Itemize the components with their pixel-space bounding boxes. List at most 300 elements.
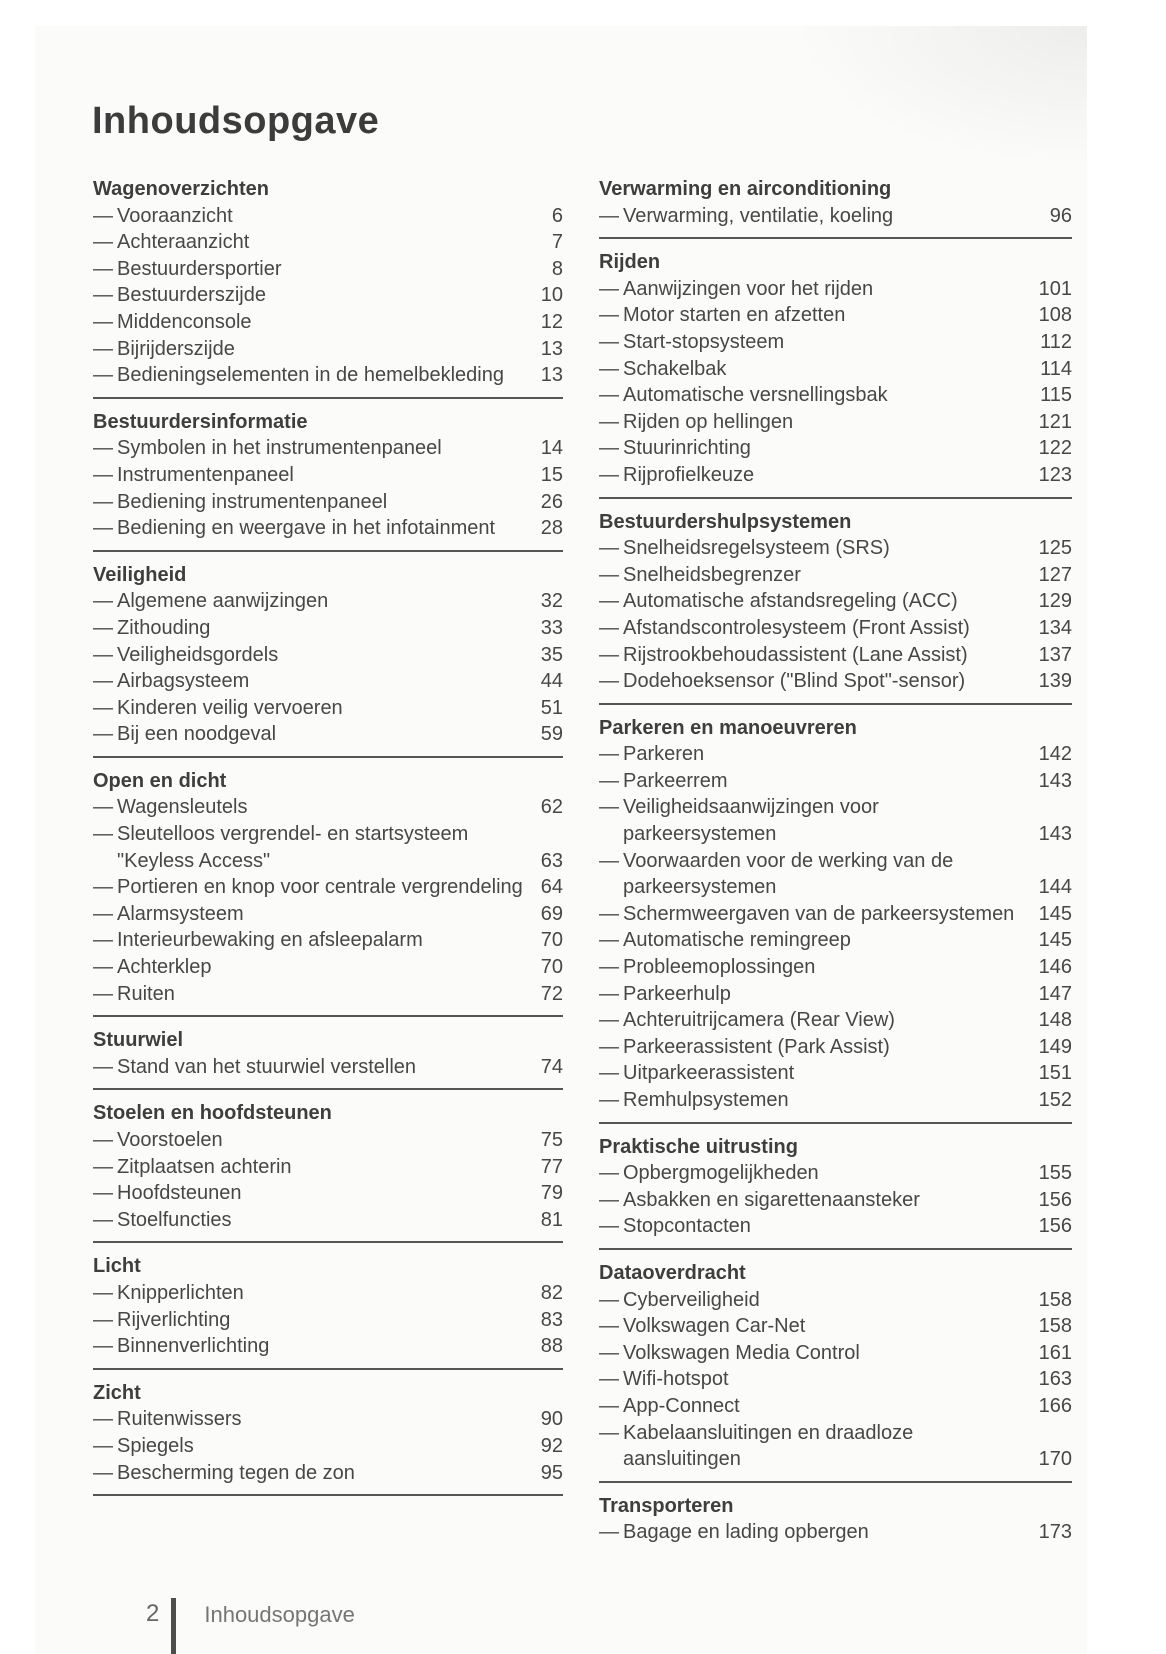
toc-entry-label: Alarmsysteem — [117, 902, 244, 925]
toc-entry — [599, 1213, 1072, 1240]
dash-bullet: — — [93, 1055, 113, 1078]
toc-entry — [599, 203, 1072, 230]
toc-section — [93, 409, 563, 552]
dash-bullet: — — [93, 517, 113, 540]
toc-entry-page: 101 — [1038, 277, 1072, 300]
toc-entry — [93, 1054, 563, 1081]
toc-entry-page: 108 — [1038, 304, 1072, 327]
toc-entry — [599, 1060, 1072, 1087]
toc-entry — [599, 1519, 1072, 1546]
dash-bullet: — — [93, 1408, 113, 1431]
dash-bullet: — — [93, 257, 113, 280]
toc-entry-label: Knipperlichten — [117, 1281, 244, 1304]
toc-entry-page: 121 — [1038, 410, 1072, 433]
toc-entry — [599, 535, 1072, 562]
dash-bullet: — — [599, 357, 619, 380]
dash-bullet: — — [93, 310, 113, 333]
section-title: Praktische uitrusting — [599, 1135, 798, 1158]
toc-entry — [599, 302, 1072, 329]
toc-entry — [93, 695, 563, 722]
toc-entry — [93, 1307, 563, 1334]
toc-entry-page: 145 — [1038, 929, 1072, 952]
toc-entry-label: Vooraanzicht — [117, 204, 233, 227]
toc-entry-page: 81 — [540, 1208, 563, 1231]
toc-entry-label: Remhulpsystemen — [623, 1089, 789, 1111]
toc-entry-page: 149 — [1038, 1035, 1072, 1058]
dash-bullet: — — [599, 1035, 619, 1058]
toc-entry — [93, 336, 563, 363]
toc-entry-page: 44 — [540, 670, 563, 693]
dash-bullet: — — [93, 723, 113, 746]
toc-entry-page: 144 — [1038, 876, 1072, 899]
toc-entry — [599, 1007, 1072, 1034]
page-title: Inhoudsopgave — [92, 100, 380, 142]
toc-entry — [599, 329, 1072, 356]
toc-entry-page: 161 — [1038, 1341, 1072, 1364]
dash-bullet: — — [599, 563, 619, 586]
toc-entry-label: App-Connect — [623, 1394, 740, 1417]
toc-entry-page: 158 — [1038, 1288, 1072, 1311]
toc-entry-page: 70 — [540, 929, 563, 952]
toc-entry — [599, 1187, 1072, 1214]
dash-bullet: — — [599, 304, 619, 327]
toc-entry-page: 8 — [551, 257, 563, 280]
dash-bullet: — — [599, 769, 619, 792]
toc-entry — [599, 1366, 1072, 1393]
toc-entry-page: 143 — [1038, 769, 1072, 792]
dash-bullet: — — [599, 410, 619, 433]
dash-bullet: — — [599, 902, 619, 925]
dash-bullet: — — [93, 1155, 113, 1178]
toc-entry-label: Airbagsysteem — [117, 670, 250, 693]
toc-entry-label: Bediening instrumentenpaneel — [117, 490, 388, 513]
toc-column-left — [93, 176, 563, 1506]
section-title: Licht — [93, 1255, 141, 1278]
dash-bullet: — — [93, 364, 113, 387]
toc-section — [93, 176, 563, 399]
footer-page-number: 2 — [146, 1600, 160, 1627]
toc-entry — [93, 462, 563, 489]
toc-entry-label: Motor starten en afzetten — [623, 304, 846, 327]
dash-bullet: — — [93, 956, 113, 979]
toc-entry — [93, 362, 563, 389]
toc-entry — [93, 1280, 563, 1307]
toc-section — [93, 1380, 563, 1496]
dash-bullet: — — [599, 1368, 619, 1391]
toc-entry-label: Automatische versnellingsbak — [623, 384, 888, 407]
toc-entry-label: Achteruitrijcamera (Rear View) — [623, 1009, 895, 1032]
toc-entry-label: Symbolen in het instrumentenpaneel — [117, 437, 442, 460]
dash-bullet: — — [93, 876, 113, 899]
toc-entry-page: 129 — [1038, 590, 1072, 613]
toc-entry-label: Ruitenwissers — [117, 1408, 242, 1431]
toc-entry — [93, 1154, 563, 1181]
toc-entry-page: 156 — [1038, 1215, 1072, 1238]
section-title: Bestuurdershulpsystemen — [599, 510, 852, 533]
toc-entry-page: 92 — [540, 1434, 563, 1457]
toc-entry — [93, 1460, 563, 1487]
toc-entry — [599, 1340, 1072, 1367]
toc-section — [599, 1260, 1072, 1483]
toc-entry-label: Asbakken en sigarettenaansteker — [623, 1188, 920, 1211]
toc-entry-label: Automatische afstandsregeling (ACC) — [623, 590, 958, 613]
toc-entry-label: Veiligheidsgordels — [117, 643, 279, 666]
toc-entry-label: Instrumentenpaneel — [117, 463, 294, 486]
toc-entry-page: 6 — [551, 204, 563, 227]
toc-entry-page: 139 — [1038, 670, 1072, 693]
footer-divider — [171, 1598, 176, 1654]
section-title: Open en dicht — [93, 769, 227, 792]
dash-bullet: — — [599, 643, 619, 666]
toc-entry-label: Stand van het stuurwiel verstellen — [117, 1055, 417, 1078]
toc-entry-label: Portieren en knop voor centrale vergrendeling — [117, 876, 523, 899]
toc-entry-label: Schermweergaven van de parkeersystemen — [623, 902, 1015, 925]
toc-entry-label: Cyberveiligheid — [623, 1288, 760, 1311]
dash-bullet: — — [599, 1188, 619, 1211]
toc-entry — [599, 642, 1072, 669]
toc-entry-page: 13 — [540, 337, 563, 360]
toc-entry-page: 26 — [540, 490, 563, 513]
toc-entry — [599, 1420, 1072, 1473]
toc-entry — [93, 821, 563, 874]
toc-entry-page: 158 — [1038, 1315, 1072, 1338]
toc-entry — [599, 562, 1072, 589]
toc-section — [93, 1100, 563, 1243]
toc-entry — [93, 1127, 563, 1154]
dash-bullet: — — [93, 463, 113, 486]
dash-bullet: — — [93, 823, 113, 846]
toc-entry-page: 134 — [1038, 616, 1072, 639]
toc-entry-page: 127 — [1038, 563, 1072, 586]
toc-entry — [93, 668, 563, 695]
toc-entry-label: Volkswagen Media Control — [623, 1341, 860, 1364]
dash-bullet: — — [599, 590, 619, 613]
toc-entry — [599, 276, 1072, 303]
toc-entry-page: 62 — [540, 796, 563, 819]
toc-entry-label: Spiegels — [117, 1434, 194, 1457]
toc-entry-label: Algemene aanwijzingen — [117, 590, 329, 613]
section-title: Veiligheid — [93, 563, 187, 586]
toc-entry — [93, 642, 563, 669]
dash-bullet: — — [599, 463, 619, 486]
toc-entry — [93, 203, 563, 230]
toc-entry-label: Stoelfuncties — [117, 1208, 232, 1231]
toc-entry — [93, 901, 563, 928]
toc-entry-page: 125 — [1038, 537, 1072, 560]
dash-bullet: — — [599, 384, 619, 407]
toc-entry-label: Voorstoelen — [117, 1129, 223, 1151]
toc-entry-label: Volkswagen Car-Net — [623, 1315, 806, 1338]
toc-section — [599, 715, 1072, 1124]
toc-entry — [93, 229, 563, 256]
toc-entry-page: 146 — [1038, 956, 1072, 979]
toc-entry — [93, 794, 563, 821]
section-title: Wagenoverzichten — [93, 178, 269, 200]
toc-entry-page: 33 — [540, 616, 563, 639]
toc-entry-page: 64 — [540, 876, 563, 899]
dash-bullet: — — [599, 437, 619, 460]
toc-entry-page: 114 — [1040, 357, 1072, 380]
dash-bullet: — — [93, 1434, 113, 1457]
section-title: Verwarming en airconditioning — [599, 178, 892, 200]
toc-entry — [599, 1287, 1072, 1314]
toc-entry-page: 96 — [1049, 204, 1072, 227]
dash-bullet: — — [93, 337, 113, 360]
toc-entry-page: 115 — [1040, 384, 1072, 407]
toc-entry-page: 166 — [1038, 1394, 1072, 1417]
toc-entry-label: Bestuurderszijde — [117, 284, 266, 307]
dash-bullet: — — [93, 590, 113, 613]
toc-entry-label: Veiligheidsaanwijzingen voor parkeersystemen — [623, 796, 879, 846]
toc-entry — [599, 1313, 1072, 1340]
toc-entry — [93, 874, 563, 901]
toc-entry-page: 143 — [1038, 823, 1072, 846]
dash-bullet: — — [93, 1335, 113, 1358]
dash-bullet: — — [93, 437, 113, 460]
dash-bullet: — — [599, 1215, 619, 1238]
toc-entry-page: 148 — [1038, 1009, 1072, 1032]
toc-entry-page: 32 — [540, 590, 563, 613]
toc-entry — [599, 356, 1072, 383]
toc-entry-page: 82 — [540, 1281, 563, 1304]
toc-entry-label: Snelheidsregelsysteem (SRS) — [623, 537, 890, 560]
toc-entry — [599, 848, 1072, 901]
section-title: Transporteren — [599, 1494, 734, 1517]
toc-entry-page: 156 — [1038, 1188, 1072, 1211]
toc-entry — [599, 668, 1072, 695]
toc-entry — [599, 927, 1072, 954]
toc-entry-page: 51 — [540, 696, 563, 719]
toc-entry-page: 88 — [540, 1335, 563, 1358]
toc-entry-page: 142 — [1038, 743, 1072, 766]
section-title: Stuurwiel — [93, 1029, 184, 1052]
toc-entry-label: Parkeerrem — [623, 769, 728, 792]
toc-entry-page: 13 — [540, 364, 563, 387]
toc-entry-label: Stuurinrichting — [623, 437, 751, 460]
toc-entry-label: Bij een noodgeval — [117, 723, 277, 746]
toc-entry-label: Kinderen veilig vervoeren — [117, 696, 343, 719]
toc-entry — [93, 1180, 563, 1207]
dash-bullet: — — [93, 1308, 113, 1331]
toc-entry-label: Zithouding — [117, 616, 211, 639]
dash-bullet: — — [93, 902, 113, 925]
toc-section — [93, 768, 563, 1017]
toc-entry-label: Schakelbak — [623, 357, 727, 380]
dash-bullet: — — [599, 1341, 619, 1364]
toc-entry-page: 69 — [540, 902, 563, 925]
toc-entry-label: Wifi-hotspot — [623, 1368, 729, 1391]
toc-entry-label: Parkeren — [623, 743, 705, 766]
toc-section — [93, 1253, 563, 1369]
toc-section — [93, 1027, 563, 1090]
toc-entry-label: Rijverlichting — [117, 1308, 231, 1331]
toc-entry-label: Bedieningselementen in de hemelbekleding — [117, 364, 504, 387]
toc-entry-label: Rijden op hellingen — [623, 410, 794, 433]
toc-entry — [93, 927, 563, 954]
toc-entry-page: 75 — [540, 1129, 563, 1151]
dash-bullet: — — [599, 1394, 619, 1417]
dash-bullet: — — [599, 982, 619, 1005]
toc-entry-label: Snelheidsbegrenzer — [623, 563, 801, 586]
toc-entry-label: Interieurbewaking en afsleepalarm — [117, 929, 423, 952]
dash-bullet: — — [599, 1089, 619, 1111]
toc-entry-page: 14 — [540, 437, 563, 460]
toc-entry — [599, 901, 1072, 928]
toc-section — [599, 509, 1072, 705]
dash-bullet: — — [93, 929, 113, 952]
dash-bullet: — — [93, 982, 113, 1005]
dash-bullet: — — [599, 537, 619, 560]
toc-entry — [599, 382, 1072, 409]
toc-entry-page: 123 — [1038, 463, 1072, 486]
toc-entry-page: 63 — [540, 849, 563, 872]
toc-entry — [93, 1333, 563, 1360]
toc-entry-page: 145 — [1038, 902, 1072, 925]
toc-entry-label: Hoofdsteunen — [117, 1182, 242, 1205]
toc-entry — [93, 1406, 563, 1433]
toc-entry — [599, 409, 1072, 436]
toc-entry-label: Parkeerassistent (Park Assist) — [623, 1035, 890, 1058]
toc-entry-label: Voorwaarden voor de werking van de parkeersystemen — [623, 849, 954, 899]
toc-entry-page: 74 — [540, 1055, 563, 1078]
toc-entry-page: 15 — [540, 463, 563, 486]
dash-bullet: — — [599, 743, 619, 766]
toc-entry-label: Uitparkeerassistent — [623, 1062, 795, 1085]
toc-entry-label: Probleemoplossingen — [623, 956, 816, 979]
toc-entry-label: Rijprofielkeuze — [623, 463, 755, 486]
toc-entry-label: Middenconsole — [117, 310, 252, 333]
toc-entry — [93, 1207, 563, 1234]
toc-entry-label: Zitplaatsen achterin — [117, 1155, 292, 1178]
toc-entry — [599, 954, 1072, 981]
toc-entry — [93, 981, 563, 1008]
dash-bullet: — — [93, 231, 113, 254]
dash-bullet: — — [599, 1288, 619, 1311]
toc-entry-page: 35 — [540, 643, 563, 666]
toc-entry — [93, 615, 563, 642]
toc-entry — [93, 282, 563, 309]
toc-entry — [599, 588, 1072, 615]
toc-entry-label: Binnenverlichting — [117, 1335, 270, 1358]
toc-entry — [93, 515, 563, 542]
toc-entry-page: 10 — [540, 284, 563, 307]
toc-entry-page: 112 — [1040, 330, 1072, 353]
toc-entry-label: Wagensleutels — [117, 796, 248, 819]
dash-bullet: — — [93, 616, 113, 639]
dash-bullet: — — [93, 1461, 113, 1484]
toc-entry-label: Aanwijzingen voor het rijden — [623, 277, 874, 300]
section-title: Dataoverdracht — [599, 1261, 746, 1284]
toc-entry-page: 95 — [540, 1461, 563, 1484]
dash-bullet: — — [93, 670, 113, 693]
toc-entry — [599, 435, 1072, 462]
section-title: Zicht — [93, 1381, 141, 1404]
dash-bullet: — — [599, 929, 619, 952]
dash-bullet: — — [599, 670, 619, 693]
toc-entry — [93, 721, 563, 748]
toc-entry — [599, 462, 1072, 489]
dash-bullet: — — [93, 204, 113, 227]
section-title: Parkeren en manoeuvreren — [599, 716, 857, 739]
dash-bullet: — — [93, 1208, 113, 1231]
toc-entry-page: 70 — [540, 956, 563, 979]
dash-bullet: — — [599, 1062, 619, 1085]
toc-entry-page: 163 — [1038, 1368, 1072, 1391]
toc-entry — [93, 489, 563, 516]
dash-bullet: — — [93, 1281, 113, 1304]
toc-entry-label: Start-stopsysteem — [623, 330, 785, 353]
toc-entry — [599, 1393, 1072, 1420]
toc-entry-page: 170 — [1038, 1448, 1072, 1471]
toc-entry-page: 77 — [540, 1155, 563, 1178]
toc-section — [599, 176, 1072, 239]
toc-entry-label: Opbergmogelijkheden — [623, 1162, 819, 1185]
toc-section — [599, 1134, 1072, 1250]
toc-entry-page: 173 — [1038, 1521, 1072, 1544]
toc-entry-page: 79 — [540, 1182, 563, 1205]
toc-section — [93, 562, 563, 758]
dash-bullet: — — [93, 490, 113, 513]
toc-entry-page: 152 — [1038, 1089, 1072, 1111]
toc-entry-label: Achterklep — [117, 956, 212, 979]
toc-entry-page: 155 — [1038, 1162, 1072, 1185]
dash-bullet: — — [93, 696, 113, 719]
dash-bullet: — — [599, 204, 619, 227]
section-title: Rijden — [599, 251, 661, 274]
toc-entry — [599, 1160, 1072, 1187]
dash-bullet: — — [93, 643, 113, 666]
toc-entry — [599, 1034, 1072, 1061]
toc-entry-label: Stopcontacten — [623, 1215, 751, 1238]
dash-bullet: — — [599, 277, 619, 300]
toc-entry — [93, 1433, 563, 1460]
toc-entry-label: Verwarming, ventilatie, koeling — [623, 204, 894, 227]
toc-entry-label: Ruiten — [117, 982, 175, 1005]
toc-entry — [599, 768, 1072, 795]
toc-entry — [93, 309, 563, 336]
dash-bullet: — — [599, 956, 619, 979]
toc-column-right — [599, 176, 1072, 1564]
toc-entry-label: Bagage en lading opbergen — [623, 1521, 869, 1544]
toc-entry-label: Sleutelloos vergrendel- en startsysteem "Keyless Access" — [117, 823, 469, 872]
toc-entry-page: 147 — [1038, 982, 1072, 1005]
toc-entry — [93, 256, 563, 283]
toc-entry-label: Dodehoeksensor ("Blind Spot"-sensor) — [623, 670, 966, 693]
dash-bullet: — — [93, 1129, 113, 1151]
dash-bullet: — — [93, 1182, 113, 1205]
toc-entry — [93, 954, 563, 981]
section-title: Bestuurdersinformatie — [93, 410, 308, 433]
footer-label: Inhoudsopgave — [204, 1602, 355, 1627]
toc-entry — [599, 794, 1072, 847]
section-title: Stoelen en hoofdsteunen — [93, 1102, 332, 1125]
toc-entry-label: Rijstrookbehoudassistent (Lane Assist) — [623, 643, 968, 666]
toc-entry — [599, 981, 1072, 1008]
dash-bullet: — — [599, 1009, 619, 1032]
document-page — [35, 26, 1087, 1654]
dash-bullet: — — [93, 284, 113, 307]
toc-entry-page: 12 — [540, 310, 563, 333]
toc-entry-page: 90 — [540, 1408, 563, 1431]
toc-entry-label: Parkeerhulp — [623, 982, 731, 1005]
toc-entry-page: 151 — [1038, 1062, 1072, 1085]
toc-entry-label: Afstandscontrolesysteem (Front Assist) — [623, 616, 970, 639]
dash-bullet: — — [599, 1521, 619, 1544]
toc-entry-label: Bescherming tegen de zon — [117, 1461, 355, 1484]
toc-entry-page: 28 — [540, 517, 563, 540]
toc-entry — [599, 1087, 1072, 1114]
toc-entry-page: 7 — [551, 231, 563, 254]
